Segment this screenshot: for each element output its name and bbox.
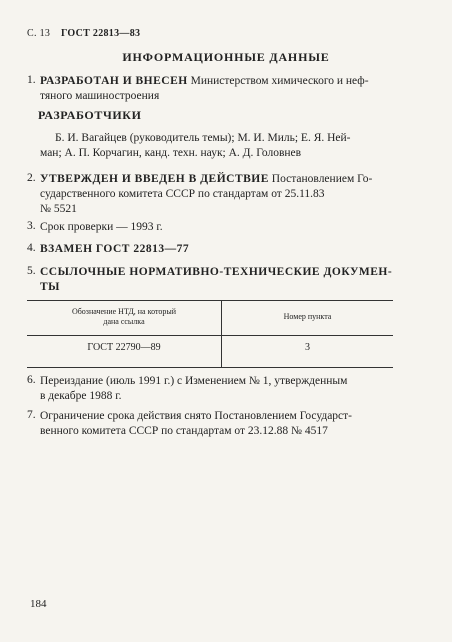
item-4 bbox=[40, 242, 398, 257]
item-6-line2: в декабре 1988 г. bbox=[40, 390, 122, 402]
item-6-number: 6. bbox=[27, 374, 36, 386]
table-header-ntd bbox=[27, 301, 222, 336]
table-header-ntd-line1: Обозначение НТД, на который bbox=[71, 307, 177, 316]
table-cell-point: 3 bbox=[222, 336, 394, 368]
item-7-line1: Ограничение срока действия снято Постановлением Государст- bbox=[40, 410, 353, 422]
item-6 bbox=[40, 374, 398, 404]
item-5-number: 5. bbox=[27, 265, 36, 277]
item-5 bbox=[40, 265, 400, 295]
item-1 bbox=[40, 74, 398, 104]
item-5-caps-line1: ССЫЛОЧНЫЕ НОРМАТИВНО-ТЕХНИЧЕСКИЕ ДОКУМЕН- bbox=[40, 266, 393, 278]
page-header bbox=[27, 28, 140, 39]
header-page: С. 13 bbox=[27, 28, 51, 39]
item-7-line2: венного комитета СССР по стандартам от 23.12.88 № 4517 bbox=[40, 425, 328, 437]
item-7-number: 7. bbox=[27, 409, 36, 421]
item-3 bbox=[40, 220, 398, 235]
item-1-number: 1. bbox=[27, 74, 36, 86]
header-standard: ГОСТ 22813—83 bbox=[60, 28, 141, 39]
item-4-number: 4. bbox=[27, 242, 36, 254]
item-2-line2: сударственного комитета СССР по стандартам от 25.11.83 bbox=[40, 188, 325, 200]
item-3-text: Срок проверки — 1993 г. bbox=[40, 221, 163, 233]
developers-line-1: Б. И. Вагайцев (руководитель темы); М. И. Миль; Е. Я. Ней- bbox=[55, 132, 351, 144]
item-1-line2: тяного машиностроения bbox=[40, 90, 160, 102]
table-header-row bbox=[27, 301, 393, 336]
developers-heading: РАЗРАБОТЧИКИ bbox=[38, 108, 142, 122]
item-2-line3: № 5521 bbox=[40, 203, 77, 215]
section-title: ИНФОРМАЦИОННЫЕ ДАННЫЕ bbox=[122, 50, 330, 64]
item-7 bbox=[40, 409, 398, 439]
table-row bbox=[27, 336, 393, 368]
item-1-line1: Министерством химического и неф- bbox=[187, 75, 369, 87]
developers-line-2: ман; А. П. Корчагин, канд. техн. наук; А. Д. Головнев bbox=[40, 147, 302, 159]
item-2-caps: УТВЕРЖДЕН И ВВЕДЕН В ДЕЙСТВИЕ bbox=[40, 173, 269, 185]
item-3-number: 3. bbox=[27, 220, 36, 232]
item-2-line1: Постановлением Го- bbox=[268, 173, 373, 185]
references-table bbox=[27, 300, 393, 368]
item-6-line1: Переиздание (июль 1991 г.) с Изменением № 1, утвержденным bbox=[40, 375, 348, 387]
page-number: 184 bbox=[30, 598, 47, 610]
item-5-caps-line2: ТЫ bbox=[40, 281, 60, 293]
table-header-ntd-line2: дана ссылка bbox=[103, 317, 145, 326]
item-1-caps: РАЗРАБОТАН И ВНЕСЕН bbox=[40, 75, 188, 87]
item-2-number: 2. bbox=[27, 172, 36, 184]
item-4-caps: ВЗАМЕН ГОСТ 22813—77 bbox=[40, 243, 190, 255]
table-cell-ntd: ГОСТ 22790—89 bbox=[27, 336, 222, 368]
developers-list bbox=[40, 131, 400, 161]
item-2 bbox=[40, 172, 398, 217]
table-header-point: Номер пункта bbox=[222, 301, 394, 336]
